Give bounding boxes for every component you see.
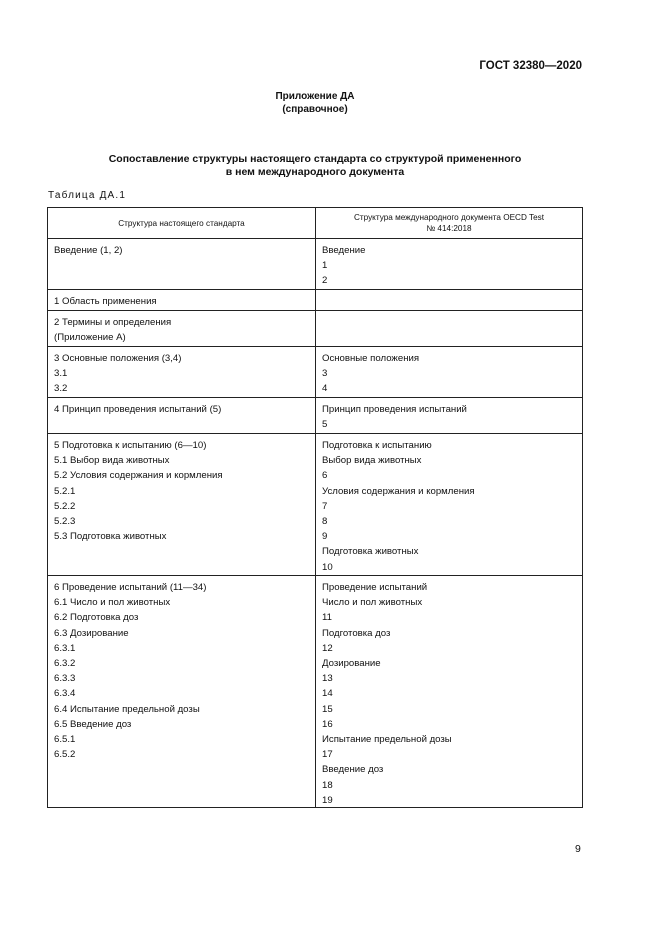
cell-line: 6.1 Число и пол животных xyxy=(54,597,171,609)
table-row xyxy=(48,310,582,346)
cell-line: 6.3.2 xyxy=(54,658,76,670)
cell-line: 2 Термины и определения xyxy=(54,317,172,328)
table-row xyxy=(48,346,582,397)
cell-line: 3.1 xyxy=(54,368,68,380)
cell-line: 1 Область применения xyxy=(54,296,157,307)
cell-line: (Приложение А) xyxy=(54,332,126,344)
cell-line: 5.1 Выбор вида животных xyxy=(54,455,170,467)
cell-line: 6.5.2 xyxy=(54,749,76,761)
cell-line: Введение доз xyxy=(322,764,384,776)
cell-line: 9 xyxy=(322,531,328,543)
cell-line: Условия содержания и кормления xyxy=(322,485,475,497)
table-cell-right xyxy=(316,347,582,397)
table-cell-left xyxy=(48,576,316,807)
table-row xyxy=(48,397,582,433)
table-row xyxy=(48,238,582,289)
cell-line: 17 xyxy=(322,749,333,761)
cell-line: 6.3.1 xyxy=(54,642,76,654)
cell-line: 13 xyxy=(322,673,333,685)
table-header-row xyxy=(48,208,582,238)
table-caption: Таблица ДА.1 xyxy=(48,190,127,201)
section-heading-line-1: Сопоставление структуры настоящего стандарта со структурой примененного xyxy=(108,153,522,165)
table-cell-left xyxy=(48,434,316,575)
cell-line: 12 xyxy=(322,642,333,654)
table-row xyxy=(48,289,582,310)
table-row xyxy=(48,575,582,807)
cell-line: 15 xyxy=(322,703,333,715)
cell-line: 16 xyxy=(322,718,333,730)
header-cell-right xyxy=(316,208,582,238)
cell-line: 14 xyxy=(322,688,333,700)
table-cell-left xyxy=(48,311,316,346)
cell-line: Подготовка доз xyxy=(322,627,391,639)
table-cell-right xyxy=(316,311,582,346)
cell-line: 6.5.1 xyxy=(54,734,76,746)
cell-line: 7 xyxy=(322,500,328,512)
cell-line: 6 Проведение испытаний (11—34) xyxy=(54,582,207,593)
cell-line: 2 xyxy=(322,275,328,287)
cell-line: 5 Подготовка к испытанию (6—10) xyxy=(54,440,207,451)
table-cell-left xyxy=(48,347,316,397)
cell-line: 3.2 xyxy=(54,383,68,395)
table-body xyxy=(48,238,582,807)
cell-line: 5.2.1 xyxy=(54,485,76,497)
cell-line: 5.2.2 xyxy=(54,500,76,512)
header-cell-left xyxy=(48,208,316,238)
cell-line: 5.2.3 xyxy=(54,516,76,528)
document-code: ГОСТ 32380—2020 xyxy=(479,60,582,72)
cell-line: Испытание предельной дозы xyxy=(322,734,452,746)
cell-line: 3 xyxy=(322,368,328,380)
cell-line: 6.4 Испытание предельной дозы xyxy=(54,703,200,715)
table-row xyxy=(48,433,582,575)
cell-line: 6.5 Введение доз xyxy=(54,718,132,730)
page-number: 9 xyxy=(575,843,581,855)
cell-line: 3 Основные положения (3,4) xyxy=(54,353,182,364)
table-cell-left xyxy=(48,290,316,310)
cell-line: 18 xyxy=(322,779,333,791)
cell-line: 6 xyxy=(322,470,328,482)
table-cell-right xyxy=(316,239,582,289)
header-left-label: Структура настоящего стандарта xyxy=(118,218,245,228)
cell-line: 6.3 Дозирование xyxy=(54,627,129,639)
cell-line: Подготовка к испытанию xyxy=(322,440,432,451)
cell-line: 6.2 Подготовка доз xyxy=(54,612,139,624)
cell-line: Принцип проведения испытаний xyxy=(322,404,467,415)
cell-line: 11 xyxy=(322,612,332,624)
cell-line: 4 Принцип проведения испытаний (5) xyxy=(54,404,222,415)
comparison-table xyxy=(47,207,583,808)
cell-line: 1 xyxy=(322,260,328,272)
cell-line: Введение xyxy=(322,245,366,256)
table-cell-left xyxy=(48,239,316,289)
cell-line: 8 xyxy=(322,516,328,528)
appendix-title: Приложение ДА xyxy=(275,91,355,102)
cell-line: 6.3.4 xyxy=(54,688,76,700)
cell-line: 5.3 Подготовка животных xyxy=(54,531,167,543)
cell-line: Введение (1, 2) xyxy=(54,245,123,256)
cell-line: 10 xyxy=(322,561,333,573)
table-cell-right xyxy=(316,290,582,310)
cell-line: Число и пол животных xyxy=(322,597,423,609)
cell-line: 6.3.3 xyxy=(54,673,76,685)
header-right-label-line-2: № 414:2018 xyxy=(426,224,472,233)
cell-line: Основные положения xyxy=(322,353,420,364)
cell-line: Выбор вида животных xyxy=(322,455,422,467)
appendix-subtitle: (справочное) xyxy=(282,104,348,115)
table-cell-right xyxy=(316,434,582,575)
cell-line: 4 xyxy=(322,383,328,395)
header-right-label-line-1: Структура международного документа OECD Test xyxy=(353,213,545,222)
table-cell-right xyxy=(316,398,582,433)
cell-line: Дозирование xyxy=(322,658,381,670)
section-heading-line-2: в нем международного документа xyxy=(225,166,405,178)
cell-line: 5 xyxy=(322,419,328,431)
cell-line: 19 xyxy=(322,794,333,806)
cell-line: 5.2 Условия содержания и кормления xyxy=(54,470,223,482)
cell-line: Проведение испытаний xyxy=(322,582,428,593)
table-cell-left xyxy=(48,398,316,433)
cell-line: Подготовка животных xyxy=(322,546,419,558)
table-cell-right xyxy=(316,576,582,807)
